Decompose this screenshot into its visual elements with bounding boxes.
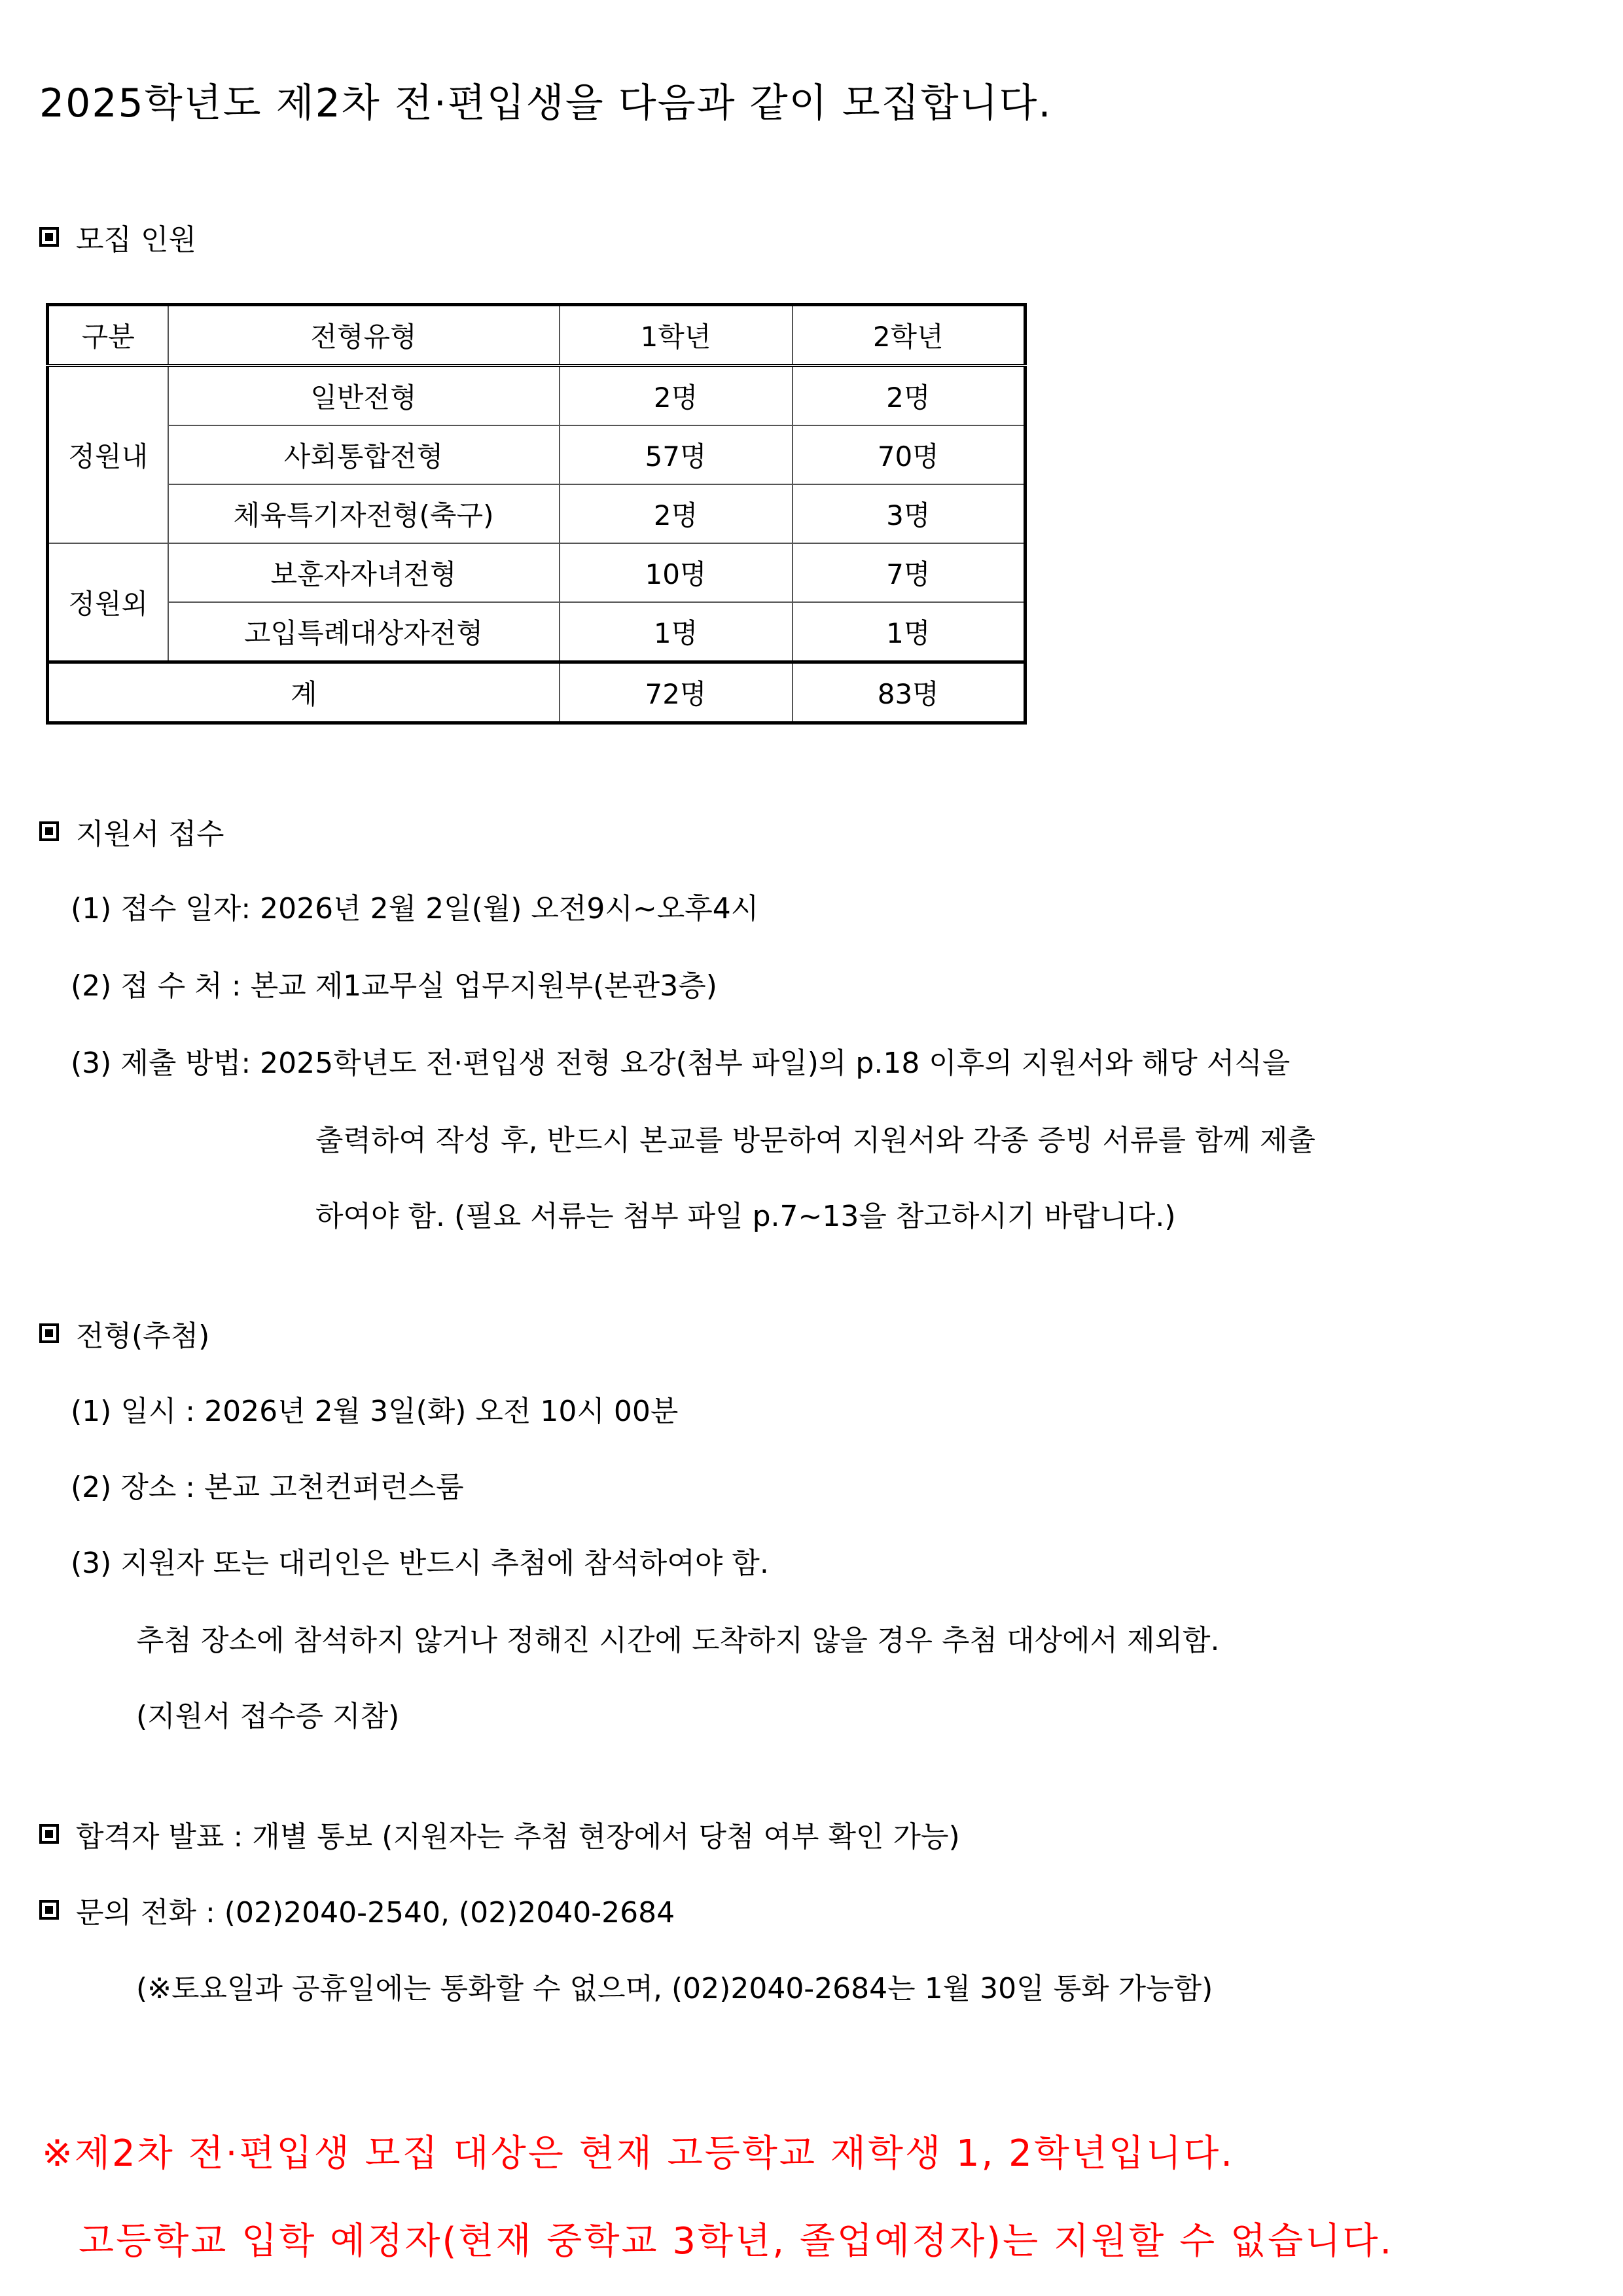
selection-attend: (3) 지원자 또는 대리인은 반드시 추첨에 참석하여야 함. — [71, 1547, 769, 1580]
section-title: 모집 인원 — [76, 223, 197, 257]
notice-line-2: 고등학교 입학 예정자(현재 중학교 3학년, 졸업예정자)는 지원할 수 없습니다. — [79, 2220, 1394, 2263]
total-grade1-cell: 72명 — [560, 662, 793, 723]
table-row — [48, 484, 1026, 543]
notice-line-1: ※제2차 전·편입생 모집 대상은 현재 고등학교 재학생 1, 2학년입니다. — [42, 2132, 1235, 2175]
application-place: (2) 접 수 처 : 본교 제1교무실 업무지원부(본관3층) — [71, 969, 717, 1003]
header-cell: 구분 — [48, 305, 168, 366]
table-row — [48, 602, 1026, 662]
square-bullet-icon — [39, 1900, 59, 1920]
type-cell: 보훈자자녀전형 — [168, 543, 560, 602]
total-label-cell: 계 — [48, 662, 560, 723]
grade2-cell: 7명 — [793, 543, 1026, 602]
contact-text: 문의 전화 : (02)2040-2540, (02)2040-2684 — [76, 1896, 675, 1929]
grade2-cell: 3명 — [793, 484, 1026, 543]
type-cell: 고입특례대상자전형 — [168, 602, 560, 662]
grade1-cell: 2명 — [560, 366, 793, 426]
selection-date: (1) 일시 : 2026년 2월 3일(화) 오전 10시 00분 — [71, 1395, 679, 1428]
section-application-heading — [39, 810, 224, 852]
selection-note-1: 추첨 장소에 참석하지 않거나 정해진 시간에 도착하지 않을 경우 추첨 대상에서 제외함. — [136, 1624, 1220, 1657]
section-recruit-heading — [39, 216, 196, 258]
table-row — [48, 425, 1026, 484]
group-label-cell: 정원내 — [48, 366, 168, 544]
selection-place: (2) 장소 : 본교 고천컨퍼런스룸 — [71, 1471, 464, 1504]
square-bullet-icon — [39, 227, 59, 247]
grade2-cell: 1명 — [793, 602, 1026, 662]
grade2-cell: 2명 — [793, 366, 1026, 426]
table-row — [48, 366, 1026, 426]
application-method-line-3: 하여야 함. (필요 서류는 첨부 파일 p.7~13을 참고하시기 바랍니다.) — [315, 1200, 1176, 1233]
grade1-cell: 10명 — [560, 543, 793, 602]
square-bullet-icon — [39, 1323, 59, 1343]
square-bullet-icon — [39, 1824, 59, 1844]
header-cell: 전형유형 — [168, 305, 560, 366]
group-label-cell: 정원외 — [48, 543, 168, 662]
grade1-cell: 57명 — [560, 425, 793, 484]
section-title: 지원서 접수 — [76, 817, 224, 851]
application-date: (1) 접수 일자: 2026년 2월 2일(월) 오전9시~오후4시 — [71, 892, 759, 925]
section-contact — [39, 1889, 675, 1931]
section-title: 전형(추첨) — [76, 1319, 210, 1353]
square-bullet-icon — [39, 821, 59, 841]
contact-note: (※토요일과 공휴일에는 통화할 수 없으며, (02)2040-2684는 1월 30일 통화 가능함) — [136, 1972, 1213, 2005]
header-cell: 2학년 — [793, 305, 1026, 366]
page-title: 2025학년도 제2차 전·편입생을 다음과 같이 모집합니다. — [39, 81, 1052, 126]
recruit-table — [46, 303, 1027, 725]
table-header-row — [48, 305, 1026, 366]
grade2-cell: 70명 — [793, 425, 1026, 484]
grade1-cell: 1명 — [560, 602, 793, 662]
table-row — [48, 543, 1026, 602]
type-cell: 사회통합전형 — [168, 425, 560, 484]
total-grade2-cell: 83명 — [793, 662, 1026, 723]
header-cell: 1학년 — [560, 305, 793, 366]
table-total-row — [48, 662, 1026, 723]
grade1-cell: 2명 — [560, 484, 793, 543]
application-method-line-2: 출력하여 작성 후, 반드시 본교를 방문하여 지원서와 각종 증빙 서류를 함께 제출 — [315, 1124, 1315, 1157]
type-cell: 일반전형 — [168, 366, 560, 426]
type-cell: 체육특기자전형(축구) — [168, 484, 560, 543]
section-announce — [39, 1813, 960, 1855]
section-selection-heading — [39, 1312, 209, 1354]
application-method-line-1: (3) 제출 방법: 2025학년도 전·편입생 전형 요강(첨부 파일)의 p.18 이후의 지원서와 해당 서식을 — [71, 1047, 1291, 1080]
announce-text: 합격자 발표 : 개별 통보 (지원자는 추첨 현장에서 당첨 여부 확인 가능) — [76, 1820, 960, 1854]
selection-note-2: (지원서 접수증 지참) — [136, 1700, 400, 1733]
